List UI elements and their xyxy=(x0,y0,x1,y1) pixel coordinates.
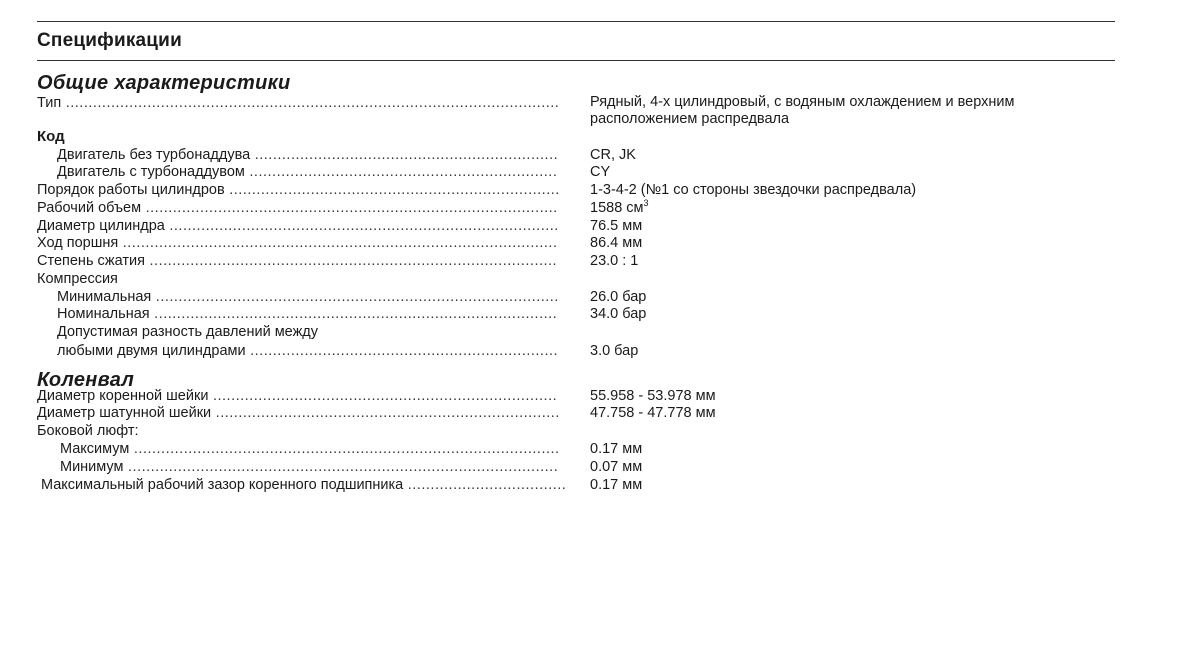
spec-label: Диаметр цилиндра xyxy=(37,218,165,234)
title-underline-rule xyxy=(37,60,1115,61)
spec-label: Степень сжатия xyxy=(37,253,145,269)
spec-row-endplay xyxy=(37,422,1117,440)
spec-value: 34.0 бар xyxy=(590,306,647,322)
spec-row-compression-ratio xyxy=(37,252,1117,270)
page-title: Спецификации xyxy=(37,30,182,51)
spec-value: 86.4 мм xyxy=(590,235,643,251)
section-heading-general: Общие характеристики xyxy=(37,72,291,94)
spec-value: 1-3-4-2 (№1 со стороны звездочки распредвала) xyxy=(590,182,917,198)
spec-value: 55.958 - 53.978 мм xyxy=(590,388,716,404)
spec-label: Максимальный рабочий зазор коренного подшипника xyxy=(41,477,404,493)
spec-label: Допустимая разность давлений между xyxy=(57,324,318,340)
spec-row-rod-journal xyxy=(37,404,1117,422)
spec-label: Двигатель без турбонаддува xyxy=(57,147,251,163)
spec-row-stroke xyxy=(37,234,1117,252)
top-rule xyxy=(37,21,1115,22)
spec-row-type xyxy=(37,94,1117,127)
spec-value: 76.5 мм xyxy=(590,218,643,234)
spec-row-engine-no-turbo xyxy=(37,146,1117,164)
spec-row-displacement xyxy=(37,199,1117,217)
spec-row-main-journal xyxy=(37,387,1117,405)
spec-label: Минимальная xyxy=(57,289,152,305)
spec-row-pressure-diff-line1 xyxy=(37,323,1117,341)
spec-row-endplay-max xyxy=(37,440,1117,458)
spec-value: 0.17 мм xyxy=(590,441,643,457)
spec-value: 26.0 бар xyxy=(590,289,647,305)
spec-row-max-bearing-clearance xyxy=(37,476,1117,494)
spec-value: CR, JK xyxy=(590,147,636,163)
spec-value: 23.0 : 1 xyxy=(590,253,639,269)
spec-row-compression xyxy=(37,270,1117,288)
spec-label: Рабочий объем xyxy=(37,200,142,216)
spec-label: Ход поршня xyxy=(37,235,119,251)
spec-row-endplay-min xyxy=(37,458,1117,476)
spec-value: 3.0 бар xyxy=(590,343,639,359)
spec-value: Рядный, 4-х цилиндровый, с водяным охлаждением и верхним расположением распредвала xyxy=(590,94,1015,127)
spec-row-compression-nom xyxy=(37,305,1117,323)
spec-label: Двигатель с турбонаддувом xyxy=(57,164,245,180)
spec-row-engine-turbo xyxy=(37,163,1117,181)
spec-row-bore xyxy=(37,217,1117,235)
spec-label: Компрессия xyxy=(37,271,118,287)
spec-value: 0.17 мм xyxy=(590,477,643,493)
spec-value: 47.758 - 47.778 мм xyxy=(590,405,716,421)
spec-row-firing-order xyxy=(37,181,1117,199)
spec-value: CY xyxy=(590,164,611,180)
spec-label: Порядок работы цилиндров xyxy=(37,182,225,198)
spec-label: Тип xyxy=(37,95,62,111)
code-heading: Код xyxy=(37,128,65,145)
spec-label: Номинальная xyxy=(57,306,150,322)
spec-label: Диаметр коренной шейки xyxy=(37,388,209,404)
spec-label: Максимум xyxy=(60,441,130,457)
spec-value: 1588 $см^3$ xyxy=(590,198,649,216)
spec-label: Минимум xyxy=(60,459,124,475)
spec-value: 0.07 мм xyxy=(590,459,643,475)
spec-row-pressure-diff xyxy=(37,342,1117,360)
spec-row-compression-min xyxy=(37,288,1117,306)
spec-label: Боковой люфт: xyxy=(37,423,139,439)
spec-label: любыми двумя цилиндрами xyxy=(57,343,246,359)
section-heading-crankshaft: Коленвал xyxy=(37,369,135,391)
spec-label: Диаметр шатунной шейки xyxy=(37,405,212,421)
